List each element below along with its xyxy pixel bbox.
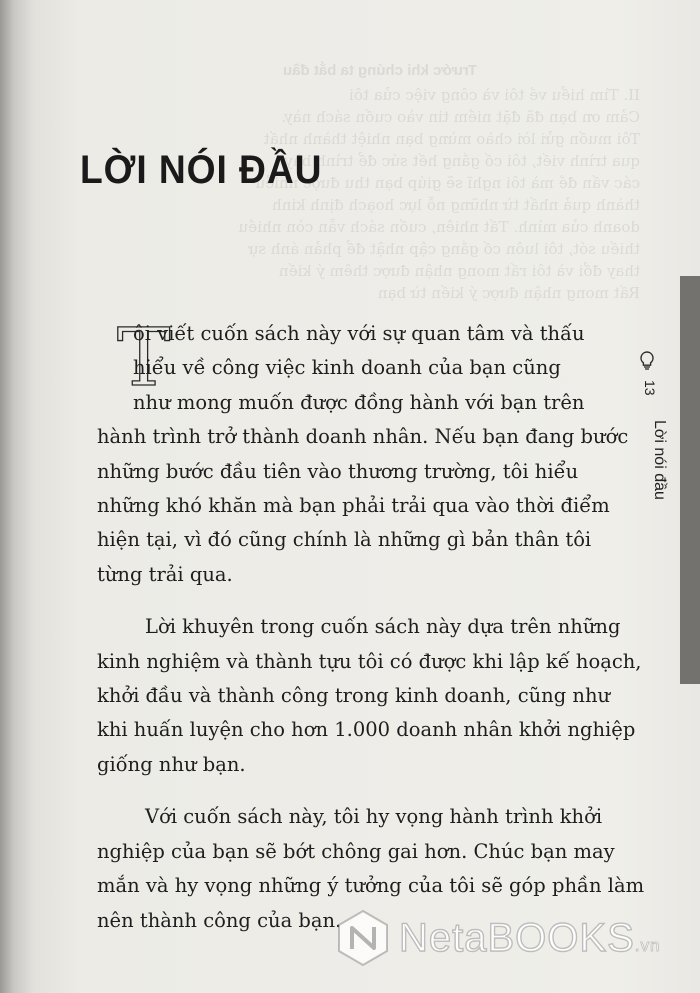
watermark-brand: NetaBOOKS.vn xyxy=(399,915,661,960)
text-line: những khó khăn mà bạn phải trải qua vào thời điểm xyxy=(97,494,610,518)
text-line: khởi đầu và thành công trong kinh doanh, cũng như xyxy=(97,684,611,708)
paragraph-2 xyxy=(97,610,642,782)
bleed-line: Cảm ơn bạn đã đặt niềm tin vào cuốn sách này. xyxy=(281,108,640,126)
text-line: kinh nghiệm và thành tựu tôi có được khi lập kế hoạch, xyxy=(97,649,642,673)
bleed-line: qua trình viết, tôi cố gắng hết sức để trình bày xyxy=(284,152,640,170)
text-line: Với cuốn sách này, tôi hy vọng hành trình khởi xyxy=(145,805,603,829)
bleed-line: II. Tìm hiểu về tôi và công việc của tôi xyxy=(349,86,640,104)
text-line: nên thành công của bạn. xyxy=(97,908,342,932)
watermark xyxy=(333,905,683,971)
section-label: Lời nói đầu xyxy=(651,420,668,500)
text-line: từng trải qua. xyxy=(97,562,233,586)
bleed-line: thay đổi và tôi rất mong nhận được thêm ý kiến xyxy=(278,262,640,280)
bleed-line: Tôi muốn gửi lời chào mừng bạn nhiệt thành nhất xyxy=(263,130,640,148)
paragraph-1 xyxy=(97,311,629,592)
netabooks-logo-icon xyxy=(333,908,393,968)
drop-cap: T xyxy=(117,311,171,404)
text-line: khi huấn luyện cho hơn 1.000 doanh nhân khởi nghiệp xyxy=(97,718,636,742)
bleed-line: doanh của mình. Tất nhiên, cuốn sách vẫn còn nhiều xyxy=(238,218,640,236)
body-text xyxy=(97,311,645,938)
watermark-suffix: .vn xyxy=(634,935,661,955)
text-line: hiện tại, vì đó cũng chính là những gì bản thân tôi xyxy=(97,528,592,552)
text-line: hành trình trở thành doanh nhân. Nếu bạn đang bước xyxy=(97,425,629,449)
bleed-heading: Trước khi chúng ta bắt đầu xyxy=(282,62,478,79)
bleed-line: thành quả nhất từ những nỗ lực hoạch định kinh xyxy=(272,196,640,214)
chapter-tab xyxy=(680,276,700,684)
bleed-line: các vấn đề mà tôi nghĩ sẽ giúp bạn thu được nhiều xyxy=(255,174,640,192)
text-line: hiểu về công việc kinh doanh của bạn cũng xyxy=(133,356,561,380)
text-line: như mong muốn được đồng hành với bạn trên xyxy=(133,390,585,414)
text-line: những bước đầu tiên vào thương trường, tôi hiểu xyxy=(97,459,579,483)
page-number: 13 xyxy=(642,380,658,396)
lightbulb-icon xyxy=(636,349,658,371)
page-title: LỜI NÓI ĐẦU xyxy=(80,148,323,192)
bleed-line: Rất mong nhận được ý kiến từ bạn xyxy=(377,284,640,302)
text-line: nghiệp của bạn sẽ bớt chông gai hơn. Chúc bạn may xyxy=(97,839,615,863)
text-line: Lời khuyên trong cuốn sách này dựa trên những xyxy=(145,615,621,639)
bleed-line: thiếu sót, tôi luôn cố gắng cập nhật để phản ánh sự xyxy=(248,240,640,258)
text-line: mắn và hy vọng những ý tưởng của tôi sẽ góp phần làm xyxy=(97,874,645,898)
text-line: ôi viết cuốn sách này với sự quan tâm và thấu xyxy=(133,322,585,345)
text-line: giống như bạn. xyxy=(97,752,246,776)
